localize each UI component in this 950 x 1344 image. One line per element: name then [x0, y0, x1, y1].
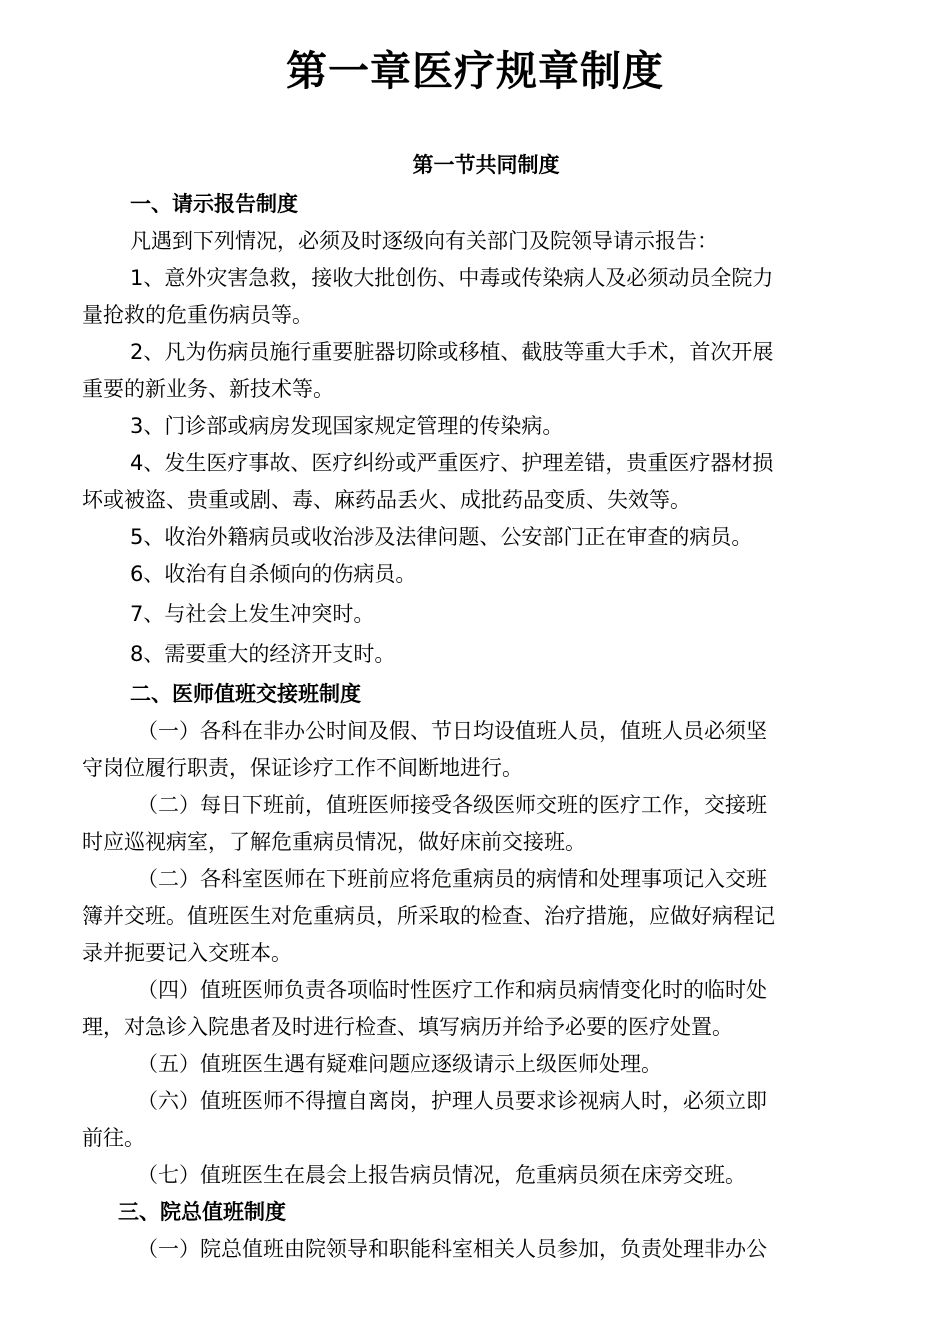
paragraph-line: 时应巡视病室，了解危重病员情况，做好床前交接班。: [82, 830, 586, 854]
paragraph-line: 理，对急诊入院患者及时进行检查、填写病历并给予必要的医疗处置。: [82, 1015, 733, 1039]
paragraph-line: 4、发生医疗事故、医疗纠纷或严重医疗、护理差错，贵重医疗器材损: [130, 451, 774, 475]
section-heading: 二、医师值班交接班制度: [130, 682, 361, 706]
paragraph-line: （六）值班医师不得擅自离岗，护理人员要求诊视病人时，必须立即: [137, 1089, 767, 1113]
paragraph-line: 守岗位履行职责，保证诊疗工作不间断地进行。: [82, 756, 523, 780]
paragraph-line: 录并扼要记入交班本。: [82, 941, 292, 965]
paragraph-line: （七）值班医生在晨会上报告病员情况，危重病员须在床旁交班。: [137, 1163, 746, 1187]
paragraph-line: 8、需要重大的经济开支时。: [130, 642, 396, 666]
paragraph-line: （二）每日下班前，值班医师接受各级医师交班的医疗工作，交接班: [137, 793, 767, 817]
paragraph-line: （四）值班医师负责各项临时性医疗工作和病员病情变化时的临时处: [137, 978, 767, 1002]
paragraph-line: 7、与社会上发生冲突时。: [130, 602, 375, 626]
paragraph-line: 3、门诊部或病房发现国家规定管理的传染病。: [130, 414, 564, 438]
paragraph-line: 簿并交班。值班医生对危重病员，所采取的检查、治疗措施，应做好病程记: [82, 904, 775, 928]
page-title: 第一章医疗规章制度: [286, 47, 664, 95]
paragraph-line: 量抢救的危重伤病员等。: [82, 303, 313, 327]
document-body: [82, 186, 872, 1268]
section-title: 第一节共同制度: [412, 153, 560, 177]
section-heading: 一、请示报告制度: [130, 192, 298, 216]
paragraph-line: 6、收治有自杀倾向的伤病员。: [130, 562, 417, 586]
paragraph-line: 重要的新业务、新技术等。: [82, 377, 334, 401]
paragraph-line: （一）院总值班由院领导和职能科室相关人员参加，负责处理非办公: [137, 1237, 767, 1261]
paragraph-line: 坏或被盗、贵重或剧、毒、麻药品丢火、成批药品变质、失效等。: [82, 488, 691, 512]
paragraph-line: 5、收治外籍病员或收治涉及法律问题、公安部门正在审查的病员。: [130, 525, 753, 549]
paragraph-line: 前往。: [82, 1126, 145, 1150]
section-heading: 三、院总值班制度: [118, 1200, 286, 1224]
paragraph-line: （五）值班医生遇有疑难问题应逐级请示上级医师处理。: [137, 1052, 662, 1076]
paragraph-line: 1、意外灾害急救，接收大批创伤、中毒或传染病人及必须动员全院力: [130, 266, 774, 290]
paragraph-line: 凡遇到下列情况，必须及时逐级向有关部门及院领导请示报告：: [130, 229, 718, 253]
paragraph-line: （一）各科在非办公时间及假、节日均设值班人员，值班人员必须坚: [137, 719, 767, 743]
paragraph-line: （二）各科室医师在下班前应将危重病员的病情和处理事项记入交班: [137, 867, 767, 891]
paragraph-line: 2、凡为伤病员施行重要脏器切除或移植、截肢等重大手术，首次开展: [130, 340, 774, 364]
